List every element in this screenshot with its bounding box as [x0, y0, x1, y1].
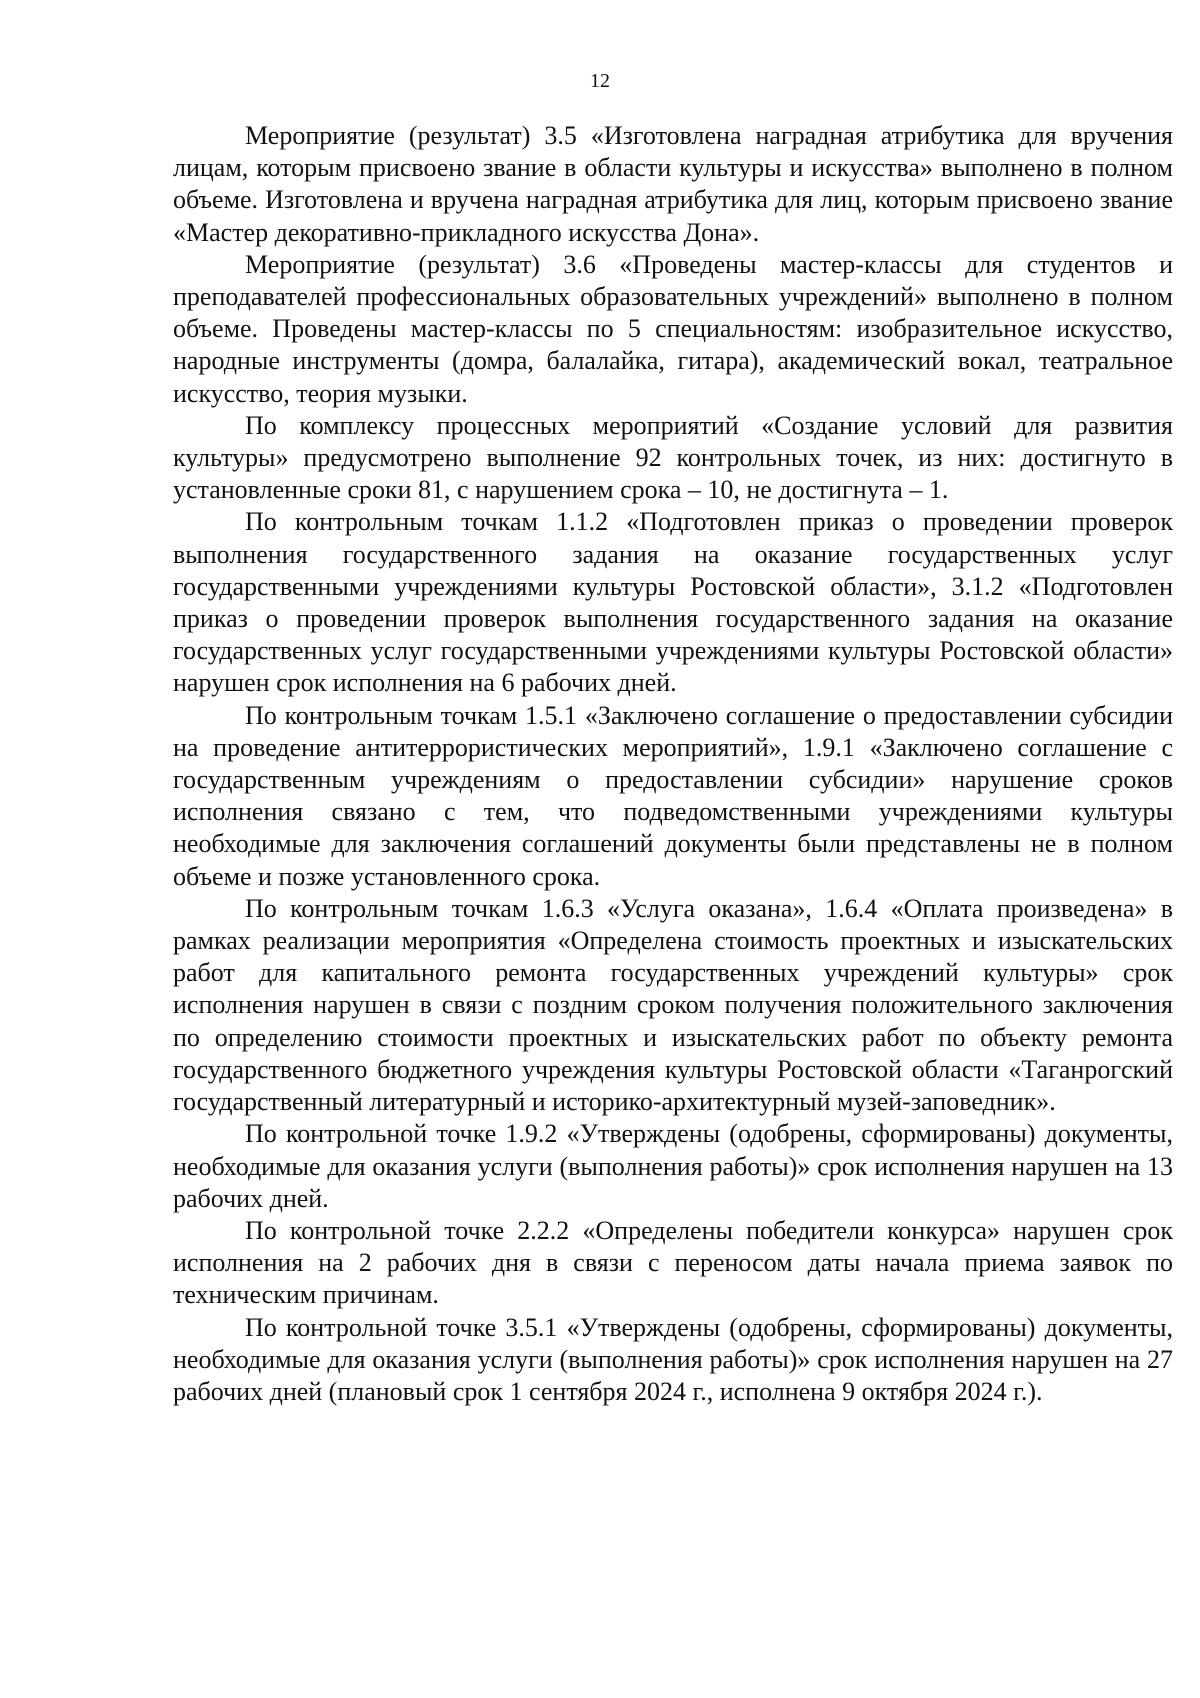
paragraph-checkpoint-1-9-2: По контрольной точке 1.9.2 «Утверждены (одобрены, сформированы) документы, необходимые для оказания услуги (выполнения работы)» срок исполнения нарушен на 13 рабочих дней. — [173, 1119, 1173, 1213]
paragraph-checkpoints-1-6-3: По контрольным точкам 1.6.3 «Услуга оказана», 1.6.4 «Оплата произведена» в рамках реализации мероприятия «Определена стоимость проектных и изыскательских работ для капитального ремонта государственных учреждений культуры» срок исполнения нарушен в связи с поздним сроком получения положительного заключения по определению стоимости проектных и изыскательских работ по объекту ремонта государственного бюджетного учреждения культуры Ростовской области «Таганрогский государственный литературный и историко-архитектурный музей-заповедник». — [173, 893, 1173, 1117]
paragraph-measure-3-6: Мероприятие (результат) 3.6 «Проведены мастер-классы для студентов и преподавателей профессиональных образовательных учреждений» выполнено в полном объеме. Проведены мастер-классы по 5 специальностям: изобразительное искусство, народные инструменты (домра, балалайка, гитара), академический вокал, театральное искусство, теория музыки. — [173, 249, 1173, 408]
paragraph-process-complex: По комплексу процессных мероприятий «Создание условий для развития культуры» предусмотрено выполнение 92 контрольных точек, из них: достигнуто в установленные сроки 81, с нарушением срока – 10, не достигнута – 1. — [173, 410, 1173, 505]
paragraph-checkpoints-1-5-1: По контрольным точкам 1.5.1 «Заключено соглашение о предоставлении субсидии на проведение антитеррористических мероприятий», 1.9.1 «Заключено соглашение с государственным учреждениям о предоставлении субсидии» нарушение сроков исполнения связано с тем, что подведомственными учреждениями культуры необходимые для заключения соглашений документы были представлены не в полном объеме и позже установленного срока. — [173, 700, 1173, 891]
paragraph-checkpoint-2-2-2: По контрольной точке 2.2.2 «Определены победители конкурса» нарушен срок исполнения на 2 рабочих дня в связи с переносом даты начала приема заявок по техническим причинам. — [173, 1215, 1173, 1310]
paragraph-checkpoints-1-1-2: По контрольным точкам 1.1.2 «Подготовлен приказ о проведении проверок выполнения государственного задания на оказание государственных услуг государственными учреждениями культуры Ростовской области», 3.1.2 «Подготовлен приказ о проведении проверок выполнения государственного задания на оказание государственных услуг государственными учреждениями культуры Ростовской области» нарушен срок исполнения на 6 рабочих дней. — [173, 507, 1173, 698]
document-body — [173, 120, 1173, 1408]
page-number: 12 — [590, 70, 610, 92]
paragraph-checkpoint-3-5-1: По контрольной точке 3.5.1 «Утверждены (одобрены, сформированы) документы, необходимые для оказания услуги (выполнения работы)» срок исполнения нарушен на 27 рабочих дней (плановый срок 1 сентября 2024 г., исполнена 9 октября 2024 г.). — [173, 1312, 1173, 1406]
paragraph-measure-3-5: Мероприятие (результат) 3.5 «Изготовлена наградная атрибутика для вручения лицам, которым присвоено звание в области культуры и искусства» выполнено в полном объеме. Изготовлена и вручена наградная атрибутика для лиц, которым присвоено звание «Мастер декоративно-прикладного искусства Дона». — [173, 121, 1173, 247]
